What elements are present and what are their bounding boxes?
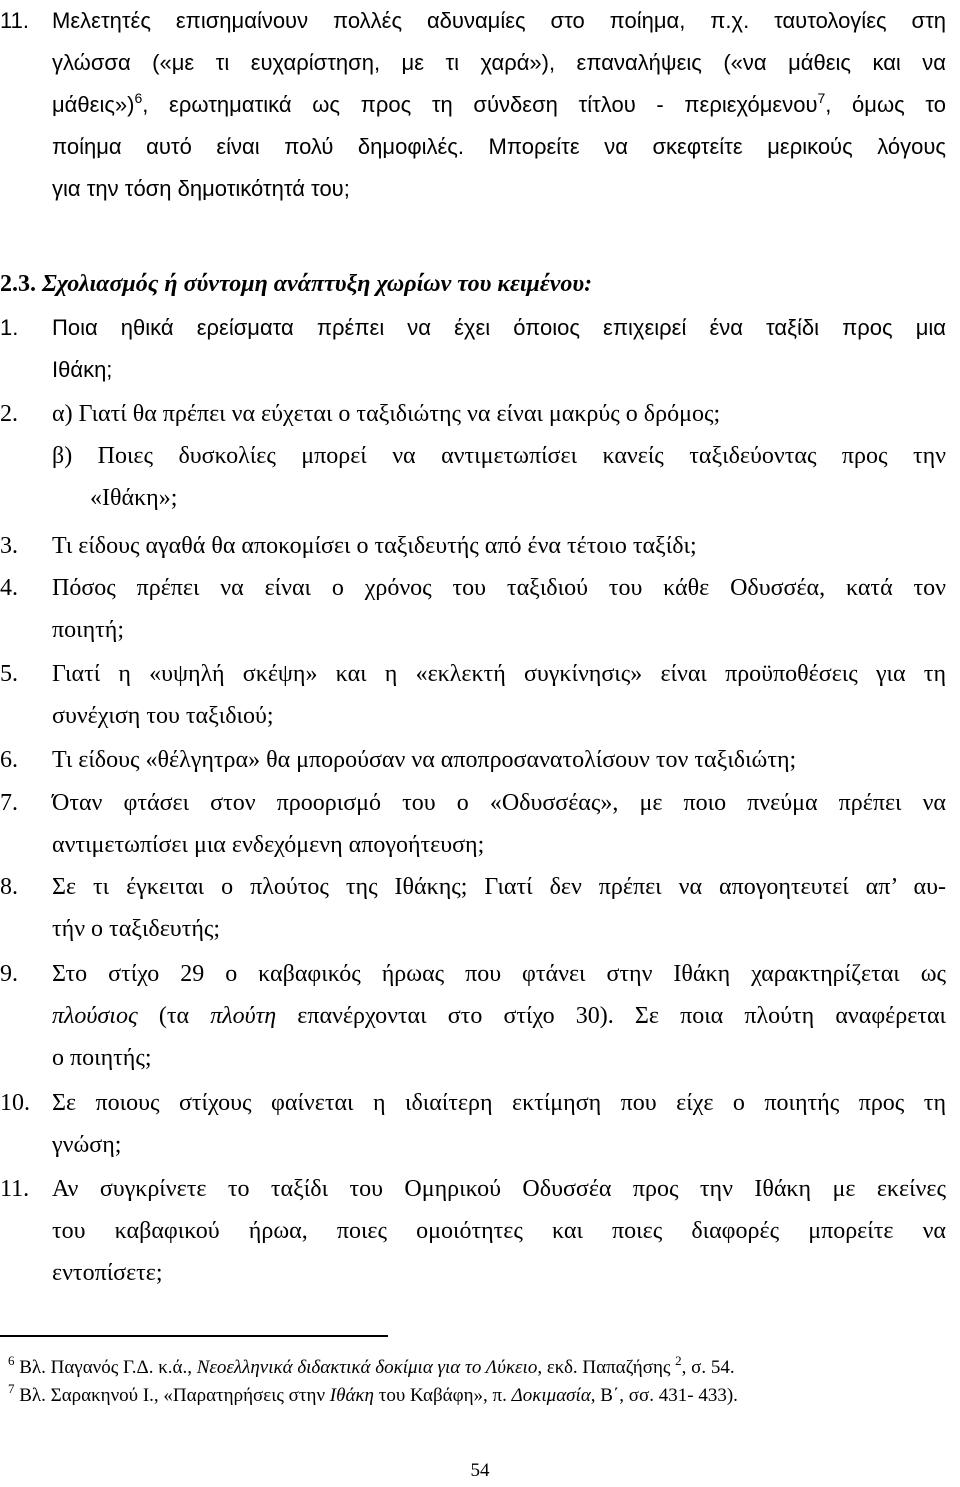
footnote-7: $^7$ Βλ. Σαρακηνού Ι., «Παρατηρήσεις στην Ιθάκη του Καβάφη», π. Δοκιμασία, Β΄, σσ. 431- 433). [8,1381,738,1406]
question-3 [0,525,960,567]
item-text-line: Μελετητές επισημαίνουν πολλές αδυναμίες στο ποίημα, π.χ. ταυτολογίες στη [52,8,946,33]
question-number: 7. [0,790,18,816]
question-text-line: Γιατί η «υψηλή σκέψη» και η «εκλεκτή συγκίνησις» είναι προϋποθέσεις για τη [52,661,946,687]
item-text-line: γλώσσα («με τι ευχαρίστηση, με τι χαρά»), επαναλήψεις («να μάθεις και να [52,50,946,75]
question-number: 4. [0,575,18,601]
question-text-line: Τι είδους «θέλγητρα» θα μπορούσαν να αποπροσανατολίσουν τον ταξιδιώτη; [52,747,797,773]
page-number: 54 [470,1460,490,1481]
question-text-line: Όταν φτάσει στον προορισμό του ο «Οδυσσέας», με ποιο πνεύμα πρέπει να [52,790,946,816]
question-number: 8. [0,874,18,900]
question-2 [0,393,960,519]
section-heading [0,263,960,305]
question-9 [0,953,960,1079]
question-text-line: α) Γιατί θα πρέπει να εύχεται ο ταξιδιώτης να είναι μακρύς ο δρόμος; [52,401,721,427]
item-number: 11. [0,8,29,33]
question-11 [0,1168,960,1294]
question-text-line: Σε ποιους στίχους φαίνεται η ιδιαίτερη εκτίμηση που είχε ο ποιητής προς τη [52,1090,946,1116]
question-4 [0,567,960,651]
question-8 [0,866,960,950]
question-text-line: β) Ποιες δυσκολίες μπορεί να αντιμετωπίσει κανείς ταξιδεύοντας προς την [52,443,946,469]
question-text-line: του καβαφικού ήρωα, ποιες ομοιότητες και ποιες διαφορές μπορείτε να [52,1218,946,1244]
item-11 [0,0,960,210]
question-number: 11. [0,1176,30,1202]
question-text-line: συνέχιση του ταξιδιού; [52,703,274,729]
question-text-line: ποιητή; [52,617,124,643]
footnote-ref-7[interactable]: 7 [817,90,826,106]
item-text-line: ποίημα αυτό είναι πολύ δημοφιλές. Μπορείτε να σκεφτείτε μερικούς λόγους [52,134,946,159]
question-text-line: Ποια ηθικά ερείσματα πρέπει να έχει όποιος επιχειρεί ένα ταξίδι προς μια [52,315,946,340]
question-7 [0,782,960,866]
question-number: 3. [0,533,18,559]
question-text-line: Στο στίχο 29 ο καβαφικός ήρωας που φτάνει στην Ιθάκη χαρακτηρίζεται ως [52,961,946,987]
footnote-separator [0,1335,388,1337]
question-number: 5. [0,661,18,687]
question-text-line: πλούσιος (τα πλούτη επανέρχονται στο στίχο 30). Σε ποια πλούτη αναφέρεται [52,1003,946,1029]
question-text-line: εντοπίσετε; [52,1260,163,1286]
item-text-line: μάθεις»)$^6$, ερωτηματικά ως προς τη σύνδεση τίτλου - περιεχόμενου$^7$, όμως το [52,90,946,117]
question-text-line: τήν ο ταξιδευτής; [52,916,221,942]
question-10 [0,1082,960,1166]
question-text-line: γνώση; [52,1132,122,1158]
question-text-line: ο ποιητής; [52,1045,152,1071]
question-5 [0,653,960,737]
question-number: 10. [0,1090,30,1116]
question-number: 1. [0,315,19,340]
section-number: 2.3. [0,271,36,297]
question-number: 2. [0,401,18,427]
question-text-line: Σε τι έγκειται ο πλούτος της Ιθάκης; Γιατί δεν πρέπει να απογοητευτεί απ’ αυ- [52,874,946,900]
question-1 [0,307,960,391]
item-text-line: για την τόση δημοτικότητά του; [52,176,350,201]
question-text-line: Πόσος πρέπει να είναι ο χρόνος του ταξιδιού του κάθε Οδυσσέα, κατά τον [52,575,946,601]
question-6 [0,739,960,781]
section-title: Σχολιασμός ή σύντομη ανάπτυξη χωρίων του κειμένου: [42,271,593,297]
question-number: 9. [0,961,18,987]
footnote-6: $^6$ Βλ. Παγανός Γ.Δ. κ.ά., Νεοελληνικά διδακτικά δοκίμια για το Λύκειο, εκδ. Παπαζήσης $^2$, σ. 54. [8,1353,735,1378]
question-number: 6. [0,747,18,773]
question-text-line: «Ιθάκη»; [90,485,178,511]
question-text-line: Ιθάκη; [52,357,113,382]
question-text-line: Αν συγκρίνετε το ταξίδι του Ομηρικού Οδυσσέα προς την Ιθάκη με εκείνες [52,1176,946,1202]
question-text-line: αντιμετωπίσει μια ενδεχόμενη απογοήτευση; [52,832,485,858]
question-text-line: Τι είδους αγαθά θα αποκομίσει ο ταξιδευτής από ένα τέτοιο ταξίδι; [52,533,697,559]
footnote-ref-6[interactable]: 6 [134,90,143,106]
